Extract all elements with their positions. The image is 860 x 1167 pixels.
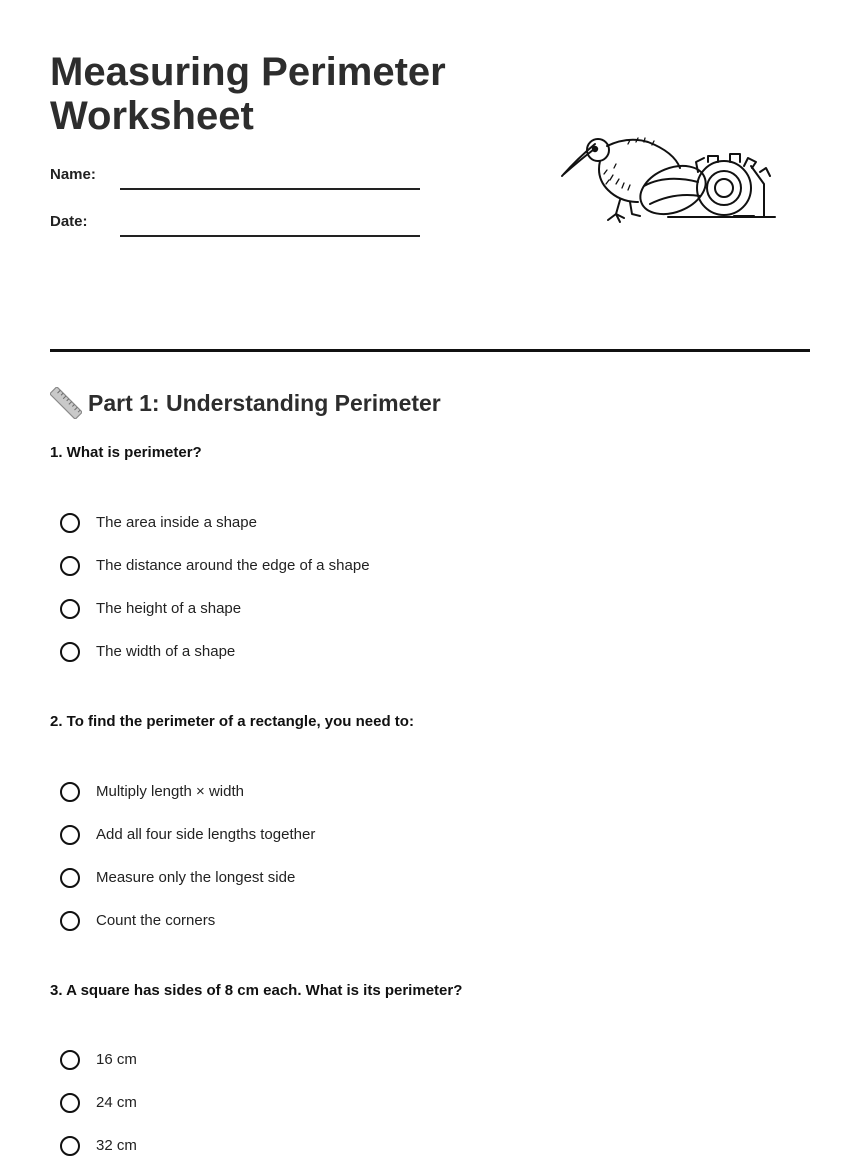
answer-label: The area inside a shape (96, 514, 257, 531)
name-label: Name: (50, 166, 96, 183)
question-3: 3. A square has sides of 8 cm each. What is its perimeter? (50, 982, 463, 999)
section-heading-part1 (50, 386, 441, 420)
section-divider (50, 349, 810, 352)
answer-option[interactable] (60, 1081, 137, 1124)
question-1: 1. What is perimeter? (50, 444, 202, 461)
radio-button[interactable] (60, 1093, 80, 1113)
answer-label: The distance around the edge of a shape (96, 557, 370, 574)
answer-label: The width of a shape (96, 643, 236, 660)
radio-button[interactable] (60, 642, 80, 662)
answer-label: 24 cm (96, 1094, 137, 1111)
question-2-options (60, 770, 315, 942)
radio-button[interactable] (60, 599, 80, 619)
answer-label: Measure only the longest side (96, 869, 296, 886)
answer-option[interactable] (60, 544, 370, 587)
question-2: 2. To find the perimeter of a rectangle, you need to: (50, 713, 414, 730)
ruler-icon (50, 387, 82, 419)
radio-button[interactable] (60, 868, 80, 888)
radio-button[interactable] (60, 1050, 80, 1070)
radio-button[interactable] (60, 782, 80, 802)
answer-label: Multiply length × width (96, 783, 244, 800)
answer-label: Count the corners (96, 912, 216, 929)
date-blank-line[interactable] (120, 235, 420, 237)
answer-option[interactable] (60, 501, 370, 544)
answer-option[interactable] (60, 813, 315, 856)
radio-button[interactable] (60, 513, 80, 533)
title-line-1: Measuring Perimeter (50, 50, 446, 94)
page-title (50, 50, 490, 138)
answer-label: Add all four side lengths together (96, 826, 316, 843)
radio-button[interactable] (60, 825, 80, 845)
section-title: Part 1: Understanding Perimeter (88, 389, 441, 416)
date-label: Date: (50, 213, 88, 230)
title-line-2: Worksheet (50, 94, 254, 138)
answer-option[interactable] (60, 587, 370, 630)
name-blank-line[interactable] (120, 188, 420, 190)
answer-option[interactable] (60, 899, 315, 942)
question-3-options (60, 1038, 137, 1167)
radio-button[interactable] (60, 911, 80, 931)
radio-button[interactable] (60, 1136, 80, 1156)
answer-option[interactable] (60, 1038, 137, 1081)
answer-label: 32 cm (96, 1137, 137, 1154)
question-1-options (60, 501, 370, 673)
radio-button[interactable] (60, 556, 80, 576)
name-field[interactable] (50, 160, 430, 190)
answer-option[interactable] (60, 630, 370, 673)
date-field[interactable] (50, 207, 430, 237)
answer-label: The height of a shape (96, 600, 242, 617)
kiwi-measuring-tape-illustration (558, 128, 780, 232)
answer-label: 16 cm (96, 1051, 137, 1068)
answer-option[interactable] (60, 770, 315, 813)
answer-option[interactable] (60, 856, 315, 899)
